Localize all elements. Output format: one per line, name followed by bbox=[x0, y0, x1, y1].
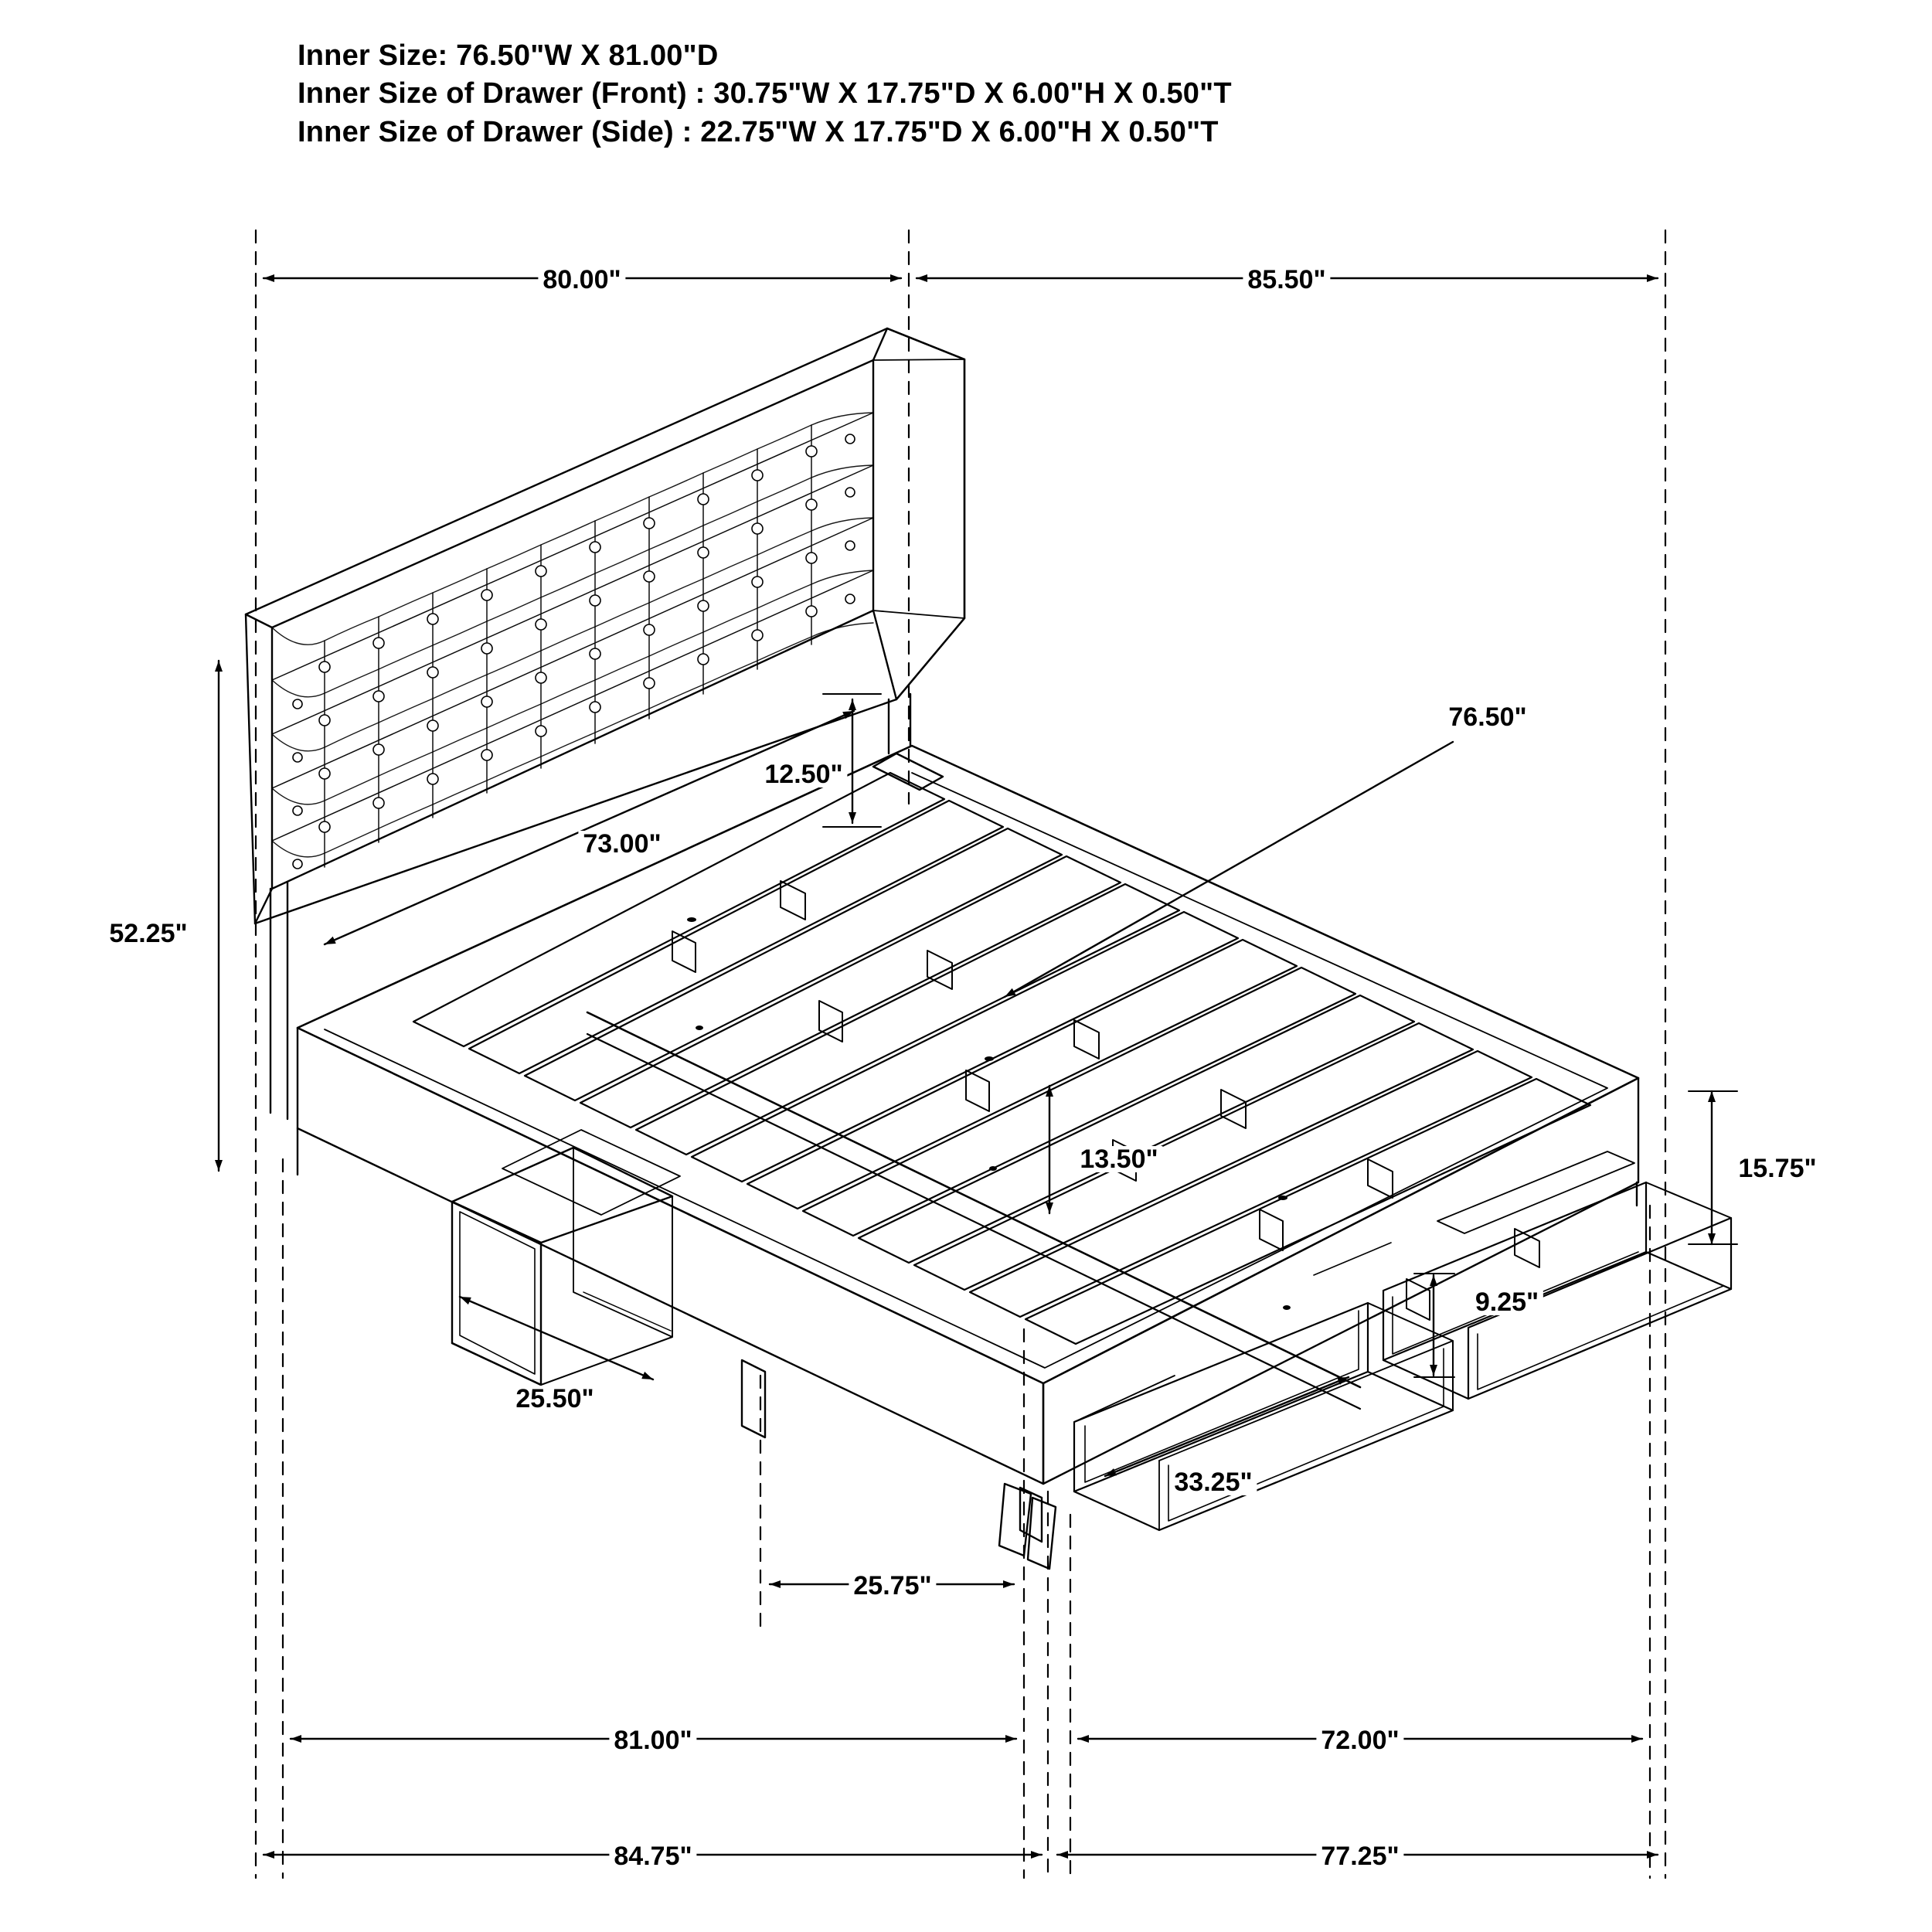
dim-label-headboard-gap: 12.50" bbox=[760, 761, 847, 787]
dim-label-top-right-width: 85.50" bbox=[1243, 267, 1330, 293]
dim-label-overall-right: 77.25" bbox=[1316, 1843, 1403, 1869]
dim-label-side-rail-height: 15.75" bbox=[1733, 1155, 1821, 1182]
spec-line-inner-size: Inner Size: 76.50"W X 81.00"D bbox=[298, 39, 719, 72]
dim-label-headboard-total-height: 52.25" bbox=[104, 920, 192, 947]
dim-label-overall-left: 84.75" bbox=[609, 1843, 696, 1869]
dim-label-bed-length-left: 81.00" bbox=[609, 1727, 696, 1753]
spec-line-drawer-front: Inner Size of Drawer (Front) : 30.75"W X 17.75"D X 6.00"H X 0.50"T bbox=[298, 77, 1232, 111]
dim-label-front-drawer-width: 33.25" bbox=[1169, 1469, 1257, 1495]
dim-label-slat-clearance: 13.50" bbox=[1075, 1146, 1162, 1172]
dim-label-top-left-width: 80.00" bbox=[538, 267, 625, 293]
spec-line-drawer-side: Inner Size of Drawer (Side) : 22.75"W X 17.75"D X 6.00"H X 0.50"T bbox=[298, 115, 1219, 148]
dim-label-bed-length-right: 72.00" bbox=[1316, 1727, 1403, 1753]
dim-label-mattress-width: 76.50" bbox=[1444, 704, 1531, 730]
dim-label-headboard-panel-height: 73.00" bbox=[578, 831, 665, 857]
dim-label-drawer-face-height: 9.25" bbox=[1471, 1289, 1543, 1315]
dim-label-side-drawer-width: 25.50" bbox=[511, 1386, 598, 1412]
dim-label-foot-offset: 25.75" bbox=[849, 1573, 936, 1599]
